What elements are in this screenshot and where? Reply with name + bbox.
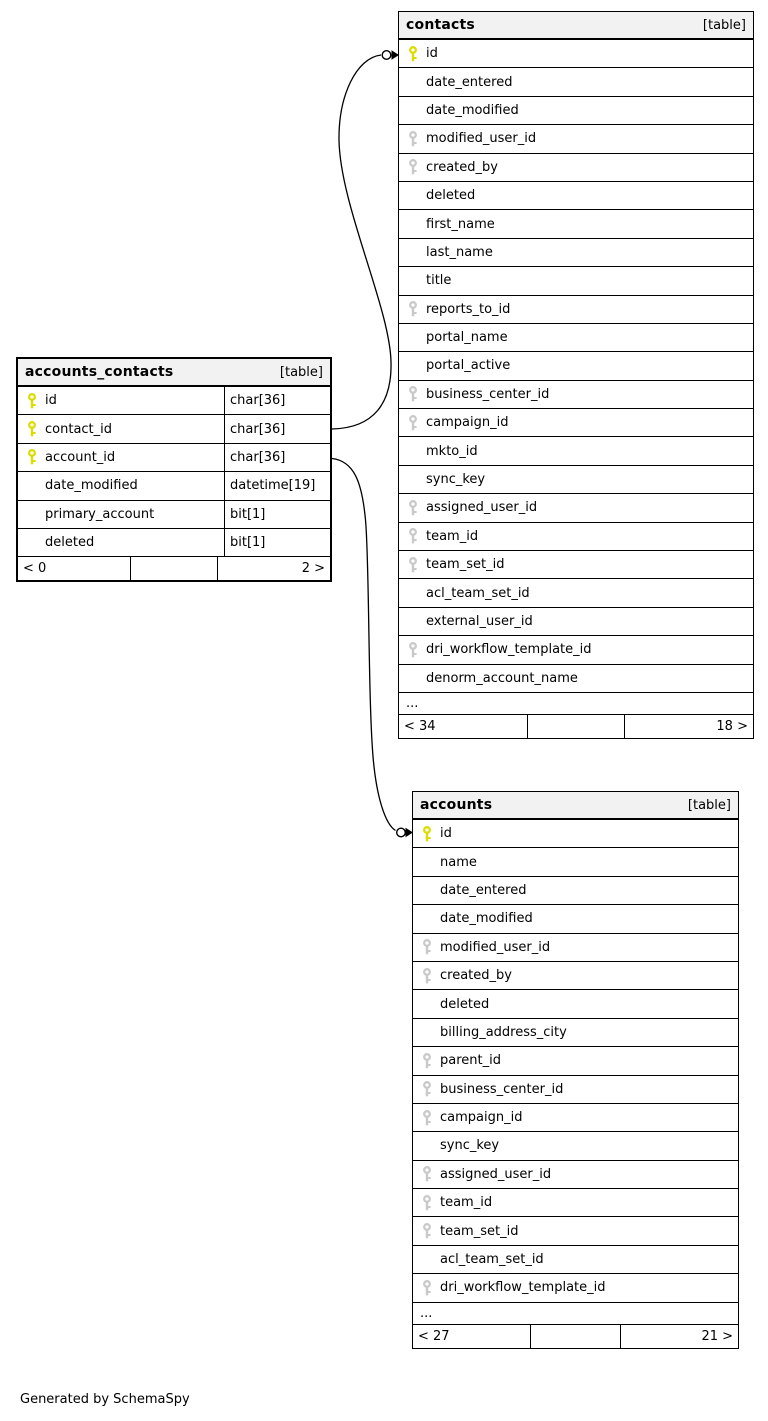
entity-table-accounts-contacts[interactable] <box>16 357 332 582</box>
column-row-id <box>399 40 753 68</box>
foreign-key-icon <box>413 1081 440 1097</box>
footer-children-count: < 0 <box>18 557 131 580</box>
more-columns-ellipsis: ... <box>413 1303 738 1325</box>
foreign-key-icon <box>399 415 426 431</box>
column-name: external_user_id <box>426 614 533 629</box>
more-columns-ellipsis: ... <box>399 693 753 715</box>
column-type: bit[1] <box>224 529 330 556</box>
table-header <box>399 12 753 40</box>
column-row-id <box>18 387 330 415</box>
foreign-key-icon <box>413 1195 440 1211</box>
foreign-key-icon <box>413 1053 440 1069</box>
column-name: assigned_user_id <box>426 500 538 516</box>
primary-key-icon <box>18 449 45 465</box>
column-row-name <box>413 848 738 876</box>
footer-parents-count: 18 > <box>716 718 748 734</box>
column-row-date_modified <box>413 905 738 933</box>
column-name: business_center_id <box>426 386 550 402</box>
column-row-acl_team_set_id <box>399 579 753 607</box>
column-name: sync_key <box>440 1138 500 1154</box>
column-row-date_modified <box>399 97 753 125</box>
column-list <box>413 820 738 1303</box>
column-row-first_name <box>399 210 753 238</box>
column-type: bit[1] <box>224 501 330 528</box>
column-row-sync_key <box>413 1132 738 1160</box>
column-row-date_modified <box>18 472 330 500</box>
column-row-primary_account <box>18 501 330 529</box>
column-name: date_entered <box>426 74 513 90</box>
foreign-key-icon <box>399 642 426 658</box>
column-name: denorm_account_name <box>426 670 578 686</box>
column-row-last_name <box>399 239 753 267</box>
column-row-parent_id <box>413 1047 738 1075</box>
column-name: acl_team_set_id <box>426 585 530 601</box>
column-name: name <box>440 854 477 870</box>
column-row-campaign_id <box>413 1104 738 1132</box>
zero-or-one-circle <box>397 828 406 837</box>
column-row-deleted <box>18 529 330 557</box>
column-name: reports_to_id <box>426 301 511 317</box>
column-name: team_id <box>426 528 479 544</box>
column-name: account_id <box>45 449 116 465</box>
foreign-key-icon <box>413 1280 440 1296</box>
generator-credit: Generated by SchemaSpy <box>20 1392 190 1407</box>
column-name: team_set_id <box>440 1223 519 1239</box>
foreign-key-icon <box>413 968 440 984</box>
column-name: business_center_id <box>440 1081 564 1097</box>
column-type: char[36] <box>224 387 330 414</box>
column-row-assigned_user_id <box>399 494 753 522</box>
column-list <box>399 40 753 693</box>
column-row-created_by <box>399 154 753 182</box>
column-row-team_id <box>413 1189 738 1217</box>
column-row-date_entered <box>399 68 753 96</box>
column-row-assigned_user_id <box>413 1161 738 1189</box>
column-name: portal_name <box>426 330 508 346</box>
column-name: first_name <box>426 216 495 232</box>
foreign-key-icon <box>399 159 426 175</box>
column-name: id <box>440 826 452 842</box>
column-name: created_by <box>440 968 512 984</box>
column-type: datetime[19] <box>224 472 330 499</box>
column-row-business_center_id <box>413 1076 738 1104</box>
foreign-key-icon <box>413 1223 440 1239</box>
column-row-team_set_id <box>413 1217 738 1245</box>
column-name: team_set_id <box>426 557 505 573</box>
column-row-date_entered <box>413 877 738 905</box>
footer-children-count: < 34 <box>399 715 528 738</box>
column-row-contact_id <box>18 415 330 443</box>
table-header <box>413 792 738 820</box>
foreign-key-icon <box>399 386 426 402</box>
column-row-reports_to_id <box>399 296 753 324</box>
column-row-dri_workflow_template_id <box>399 636 753 664</box>
column-name: date_modified <box>45 478 138 494</box>
column-name: sync_key <box>426 472 486 488</box>
table-type-tag: [table] <box>279 364 323 380</box>
column-name: last_name <box>426 244 493 260</box>
column-name: portal_active <box>426 358 511 374</box>
column-row-acl_team_set_id <box>413 1246 738 1274</box>
column-name: id <box>426 46 438 62</box>
column-row-id <box>413 820 738 848</box>
foreign-key-icon <box>399 557 426 573</box>
column-name: deleted <box>45 535 95 551</box>
relationship-contact-id-to-contacts-id <box>332 50 399 429</box>
table-title[interactable]: contacts <box>406 17 475 33</box>
column-name: billing_address_city <box>440 1024 567 1040</box>
column-name: dri_workflow_template_id <box>426 642 592 658</box>
column-name: team_id <box>440 1195 493 1211</box>
column-row-dri_workflow_template_id <box>413 1274 738 1302</box>
column-row-mkto_id <box>399 437 753 465</box>
foreign-key-icon <box>413 1166 440 1182</box>
column-name: contact_id <box>45 421 113 437</box>
footer-parents-count: 2 > <box>301 561 326 577</box>
column-row-account_id <box>18 444 330 472</box>
column-name: date_modified <box>426 102 519 118</box>
column-name: assigned_user_id <box>440 1166 552 1182</box>
table-footer <box>18 557 330 580</box>
column-name: acl_team_set_id <box>440 1252 544 1268</box>
column-row-sync_key <box>399 466 753 494</box>
table-title[interactable]: accounts <box>420 797 493 813</box>
column-list <box>18 387 330 557</box>
column-name: dri_workflow_template_id <box>440 1280 606 1296</box>
zero-or-one-circle <box>382 51 391 60</box>
footer-children-count: < 27 <box>413 1325 531 1348</box>
column-type: char[36] <box>224 415 330 442</box>
entity-table-accounts[interactable] <box>412 791 739 1349</box>
column-name: deleted <box>440 996 490 1012</box>
column-row-created_by <box>413 962 738 990</box>
column-name: campaign_id <box>440 1110 523 1126</box>
column-name: mkto_id <box>426 443 478 459</box>
column-row-modified_user_id <box>413 934 738 962</box>
primary-key-icon <box>18 393 45 409</box>
column-row-title <box>399 267 753 295</box>
primary-key-icon <box>399 46 426 62</box>
column-row-portal_name <box>399 324 753 352</box>
foreign-key-icon <box>413 1110 440 1126</box>
column-row-billing_address_city <box>413 1019 738 1047</box>
column-name: date_entered <box>440 882 527 898</box>
table-type-tag: [table] <box>687 797 731 813</box>
footer-parents-count: 21 > <box>701 1328 734 1344</box>
table-type-tag: [table] <box>702 17 746 33</box>
column-name: parent_id <box>440 1053 501 1069</box>
column-row-external_user_id <box>399 608 753 636</box>
table-title[interactable]: accounts_contacts <box>25 364 174 380</box>
column-name: id <box>45 393 57 409</box>
column-type: char[36] <box>224 444 330 471</box>
column-row-deleted <box>413 990 738 1018</box>
column-row-campaign_id <box>399 409 753 437</box>
column-name: modified_user_id <box>440 939 551 955</box>
table-footer <box>399 715 753 738</box>
column-row-portal_active <box>399 352 753 380</box>
primary-key-icon <box>18 421 45 437</box>
column-name: title <box>426 273 452 289</box>
foreign-key-icon <box>413 939 440 955</box>
column-name: campaign_id <box>426 415 509 431</box>
column-row-denorm_account_name <box>399 665 753 693</box>
table-footer <box>413 1325 738 1348</box>
column-row-modified_user_id <box>399 125 753 153</box>
column-name: created_by <box>426 159 498 175</box>
column-name: deleted <box>426 188 476 204</box>
column-name: primary_account <box>45 506 155 522</box>
primary-key-icon <box>413 826 440 842</box>
footer-middle-cell <box>531 1325 621 1348</box>
table-header <box>18 359 330 387</box>
column-row-team_id <box>399 523 753 551</box>
footer-middle-cell <box>131 557 217 580</box>
column-name: modified_user_id <box>426 131 537 147</box>
foreign-key-icon <box>399 500 426 516</box>
foreign-key-icon <box>399 301 426 317</box>
entity-table-contacts[interactable] <box>398 11 754 739</box>
column-row-team_set_id <box>399 551 753 579</box>
column-row-business_center_id <box>399 381 753 409</box>
foreign-key-icon <box>399 528 426 544</box>
foreign-key-icon <box>399 131 426 147</box>
column-name: date_modified <box>440 911 533 927</box>
footer-middle-cell <box>528 715 626 738</box>
column-row-deleted <box>399 182 753 210</box>
